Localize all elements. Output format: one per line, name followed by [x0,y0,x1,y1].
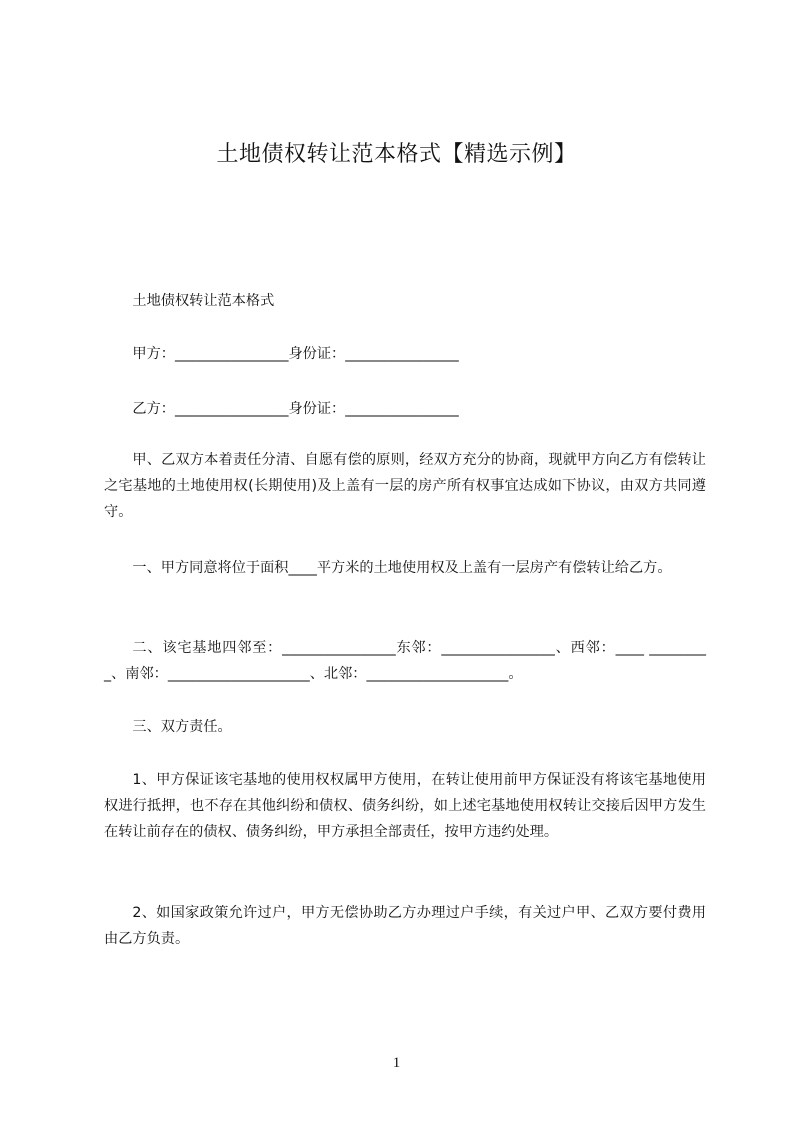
party-b-line: 乙方：________________身份证：________________ [132,401,459,417]
party-a-line: 甲方：________________身份证：________________ [132,346,459,362]
clause-3-heading: 三、双方责任。 [132,719,232,735]
subtitle-paragraph: 土地债权转让范本格式 [132,293,275,309]
document-title: 土地债权转让范本格式【精选示例】 [216,142,577,167]
preamble-paragraph: 甲、乙双方本着责任分清、自愿有偿的原则，经双方充分的协商，现就甲方向乙方有偿转让之宅基地的土地使用权(长期使用)及上盖有一层的房产所有权事宜达成如下协议，由双方共同遵守。 [104,452,706,520]
clause-3-item-1: 1、甲方保证该宅基地的使用权权属甲方使用，在转让使用前甲方保证没有将该宅基地使用权进行抵押，也不存在其他纠纷和债权、债务纠纷，如上述宅基地使用权转让交接后因甲方发生在转让前存在的债权、债务纠纷，甲方承担全部责任，按甲方违约处理。 [104,772,706,840]
clause-1-paragraph: 一、甲方同意将位于面积____平方米的土地使用权及上盖有一层房产有偿转让给乙方。 [132,560,672,576]
page-number: 1 [392,1055,401,1071]
clause-3-item-2: 2、如国家政策允许过户，甲方无偿协助乙方办理过户手续，有关过户甲、乙双方要付费用由乙方负责。 [104,905,706,947]
clause-2-paragraph: 二、该宅基地四邻至：________________东邻：________________、西邻：____ _________、南邻：____________________、北邻：____________________。 [104,640,706,682]
